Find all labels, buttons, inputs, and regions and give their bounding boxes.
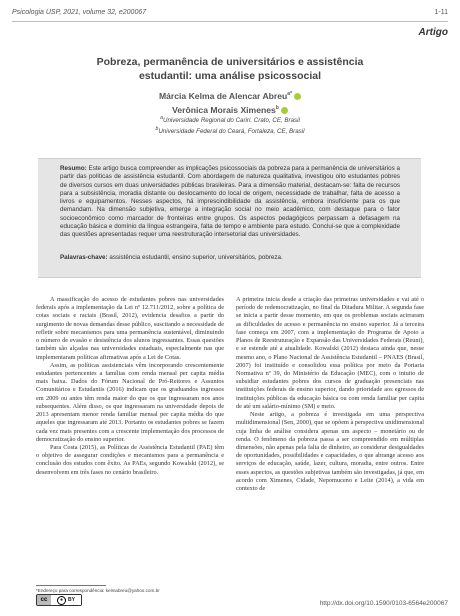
orcid-icon[interactable] [294, 93, 301, 100]
affiliation-1 [30, 114, 430, 125]
section-label: Artigo [418, 27, 448, 38]
person-icon: ● [57, 596, 66, 605]
author-sup: a* [287, 91, 293, 97]
keywords-text: assistência estudantil, ensino superior, universitários, pobreza. [109, 254, 283, 261]
header-rule [12, 21, 448, 22]
by-label: BY [68, 597, 75, 603]
author-name: Márcia Kelma de Alencar Abreu [158, 90, 288, 101]
doi-link[interactable]: http://dx.doi.org/10.1590/0103-6564e200067 [319, 600, 448, 607]
article-title [40, 55, 420, 83]
author-sup: b [275, 104, 279, 111]
author-1 [30, 88, 430, 102]
running-header [12, 9, 448, 19]
affiliations [30, 114, 430, 136]
abstract [60, 165, 400, 240]
affiliation-text: Universidade Federal do Ceará, Fortaleza, CE, Brasil [158, 128, 305, 136]
journal-citation: Psicologia USP, 2021, volume 32, e200067 [12, 9, 147, 16]
cc-license-badge[interactable] [36, 594, 82, 606]
affiliation-sup: a [160, 115, 163, 121]
keywords [60, 254, 400, 262]
abstract-box [38, 158, 421, 278]
page-range: 1-11 [434, 9, 448, 16]
author-list [30, 88, 430, 116]
paragraph: Assim, as políticas assistenciais vêm incorporando crescentemente estudantes pertencentes a famílias com renda mensal per capita média mais baixa. Dados do Fórum Nacional de Pró-Reitores e Assuntos Comunitários e Estudantis (2016) indicam que os graduandos ingressos em 2009 ou antes têm renda maior do que os que ingressaram nos anos subsequentes. Além disso, os que ingressaram na universidade depois de 2013 apresentam menor renda familiar mensal per capita média do que aqueles que ingressaram até 2013. Portanto os estudantes pobres se fazem cada vez mais presentes com a crescente implementação dos processos de democratização do ensino superior. [36, 361, 224, 443]
affiliation-2 [30, 125, 430, 136]
paragraph: A primeira inicia desde a criação das primeiras universidades e vai até o período de redemocratização, no final da Ditadura Militar. A segunda fase se inicia a partir desse momento, em que os problemas sociais acirraram as dificuldades de acesso e permanência no ensino superior. Já a terceira fase começa em 2007, com a implementação do Programa de Apoio a Planos de Reestruturação e Expansão das Universidades Federais (Reuni), e se estende até a atualidade. Kowalski (2012) destaca ainda que, nesse mesmo ano, o Plano Nacional de Assistência Estudantil – PNAES (Brasil, 2007) foi instituído e consolidou essa política por meio da Portaria Normativa nº 39, do Ministério da Educação (MEC), com o intuito de subsidiar estudantes pobres dos cursos de graduação presenciais nas instituições federais de ensino superior, dando prioridade aos egressos de instituições públicas da educação básica ou com renda familiar per capita de até um salário-mínimo (SM) e meio. [236, 296, 424, 410]
author-name: Verônica Morais Ximenes [172, 104, 276, 115]
paragraph: A massificação do acesso de estudantes pobres nas universidades federais após a implementação da Lei nº 12.711/2012, sobre a política de cotas sociais e raciais (Brasil, 2012), evidencia desafios a partir do surgimento de novas demandas desse público, suscitando a necessidade de refletir sobre mecanismos para uma permanência sustentável, diminuindo o número de evasão e desistência dos alunos ingressantes. Essas questões também são alçadas nas universidades estaduais, especialmente nas que implementaram políticas afirmativas após a Lei de Cotas. [36, 296, 224, 361]
by-icon [51, 595, 81, 605]
footnote[interactable]: *Endereço para correspondência: kelmabreu@yahoo.com.br [36, 588, 160, 593]
affiliation-sup: b [155, 126, 159, 133]
affiliation-text: Universidade Regional do Cariri. Crato, CE, Brasil [163, 117, 300, 125]
paragraph: Para Costa (2015), as Políticas de Assistência Estudantil (PAE) têm o objetivo de assegurar condições e mecanismos para a permanência e conclusão dos estudos com êxito. As PAEs, segundo Kowalski (2012), se desenvolvem em três fases no cenário brasileiro. [36, 443, 224, 476]
abstract-label: Resumo: [60, 165, 87, 172]
body-column-left [36, 296, 224, 477]
keywords-label: Palavras-chave: [60, 254, 108, 261]
title-line-1: Pobreza, permanência de universitários e assistência [96, 56, 364, 68]
abstract-text: Este artigo busca compreender as implicações psicossociais da pobreza para a permanência de universitários a partir das políticas de assistência estudantil. Com abordagem de natureza qualitativa, investigou oito estudantes pobres de diversos cursos em duas universidades públicas brasileiras. Para a dimensão material, destacam-se: falta de recursos para a subsistência, moradia distante ou deslocamento do local de origem, necessidade de trabalhar, falta de acesso a livros e equipamentos. Nesses aspectos, há imprescindibilidade da assistência, embora insuficiente para os que demandam. Na dimensão subjetiva, emerge a integração social no meio acadêmico, com destaque para o fator socioeconômico como marcador de fronteiras entre grupos. Os aspectos pedagógicos perpassam a defasagem na educação básica e domínio da língua estrangeira, falta de tempo e ambiente para estudo. Conclui-se que a complexidade das questões apresentadas requer uma reestruturação intersetorial das universidades. [60, 165, 400, 239]
footnote-rule [36, 585, 106, 586]
title-line-2: estudantil: uma análise psicossocial [138, 70, 322, 82]
paragraph: Neste artigo, a pobreza é investigada em uma perspectiva multidimensional (Sen, 2000), que se opõem à perspectiva unidimensional cuja linha de análise considera apenas um aspecto – monetário ou de renda. O fenômeno da pobreza passa a ser compreendido em múltiplas dimensões, não apenas pela falta de dinheiro, ao considerar desigualdades de oportunidades, possibilidades e capacidades, o que abrange acesso aos serviços de educação, saúde, lazer, cultura, moradia, entre outros. Entre esses aspectos, as questões subjetivas também são investigadas, já que, em acordo com Ximenes, Cidade, Nepomuceno e Leite (2014), a vida em contexto de [236, 411, 424, 493]
cc-icon: cc [37, 595, 51, 605]
orcid-icon[interactable] [281, 107, 288, 114]
body-column-right [236, 296, 424, 493]
